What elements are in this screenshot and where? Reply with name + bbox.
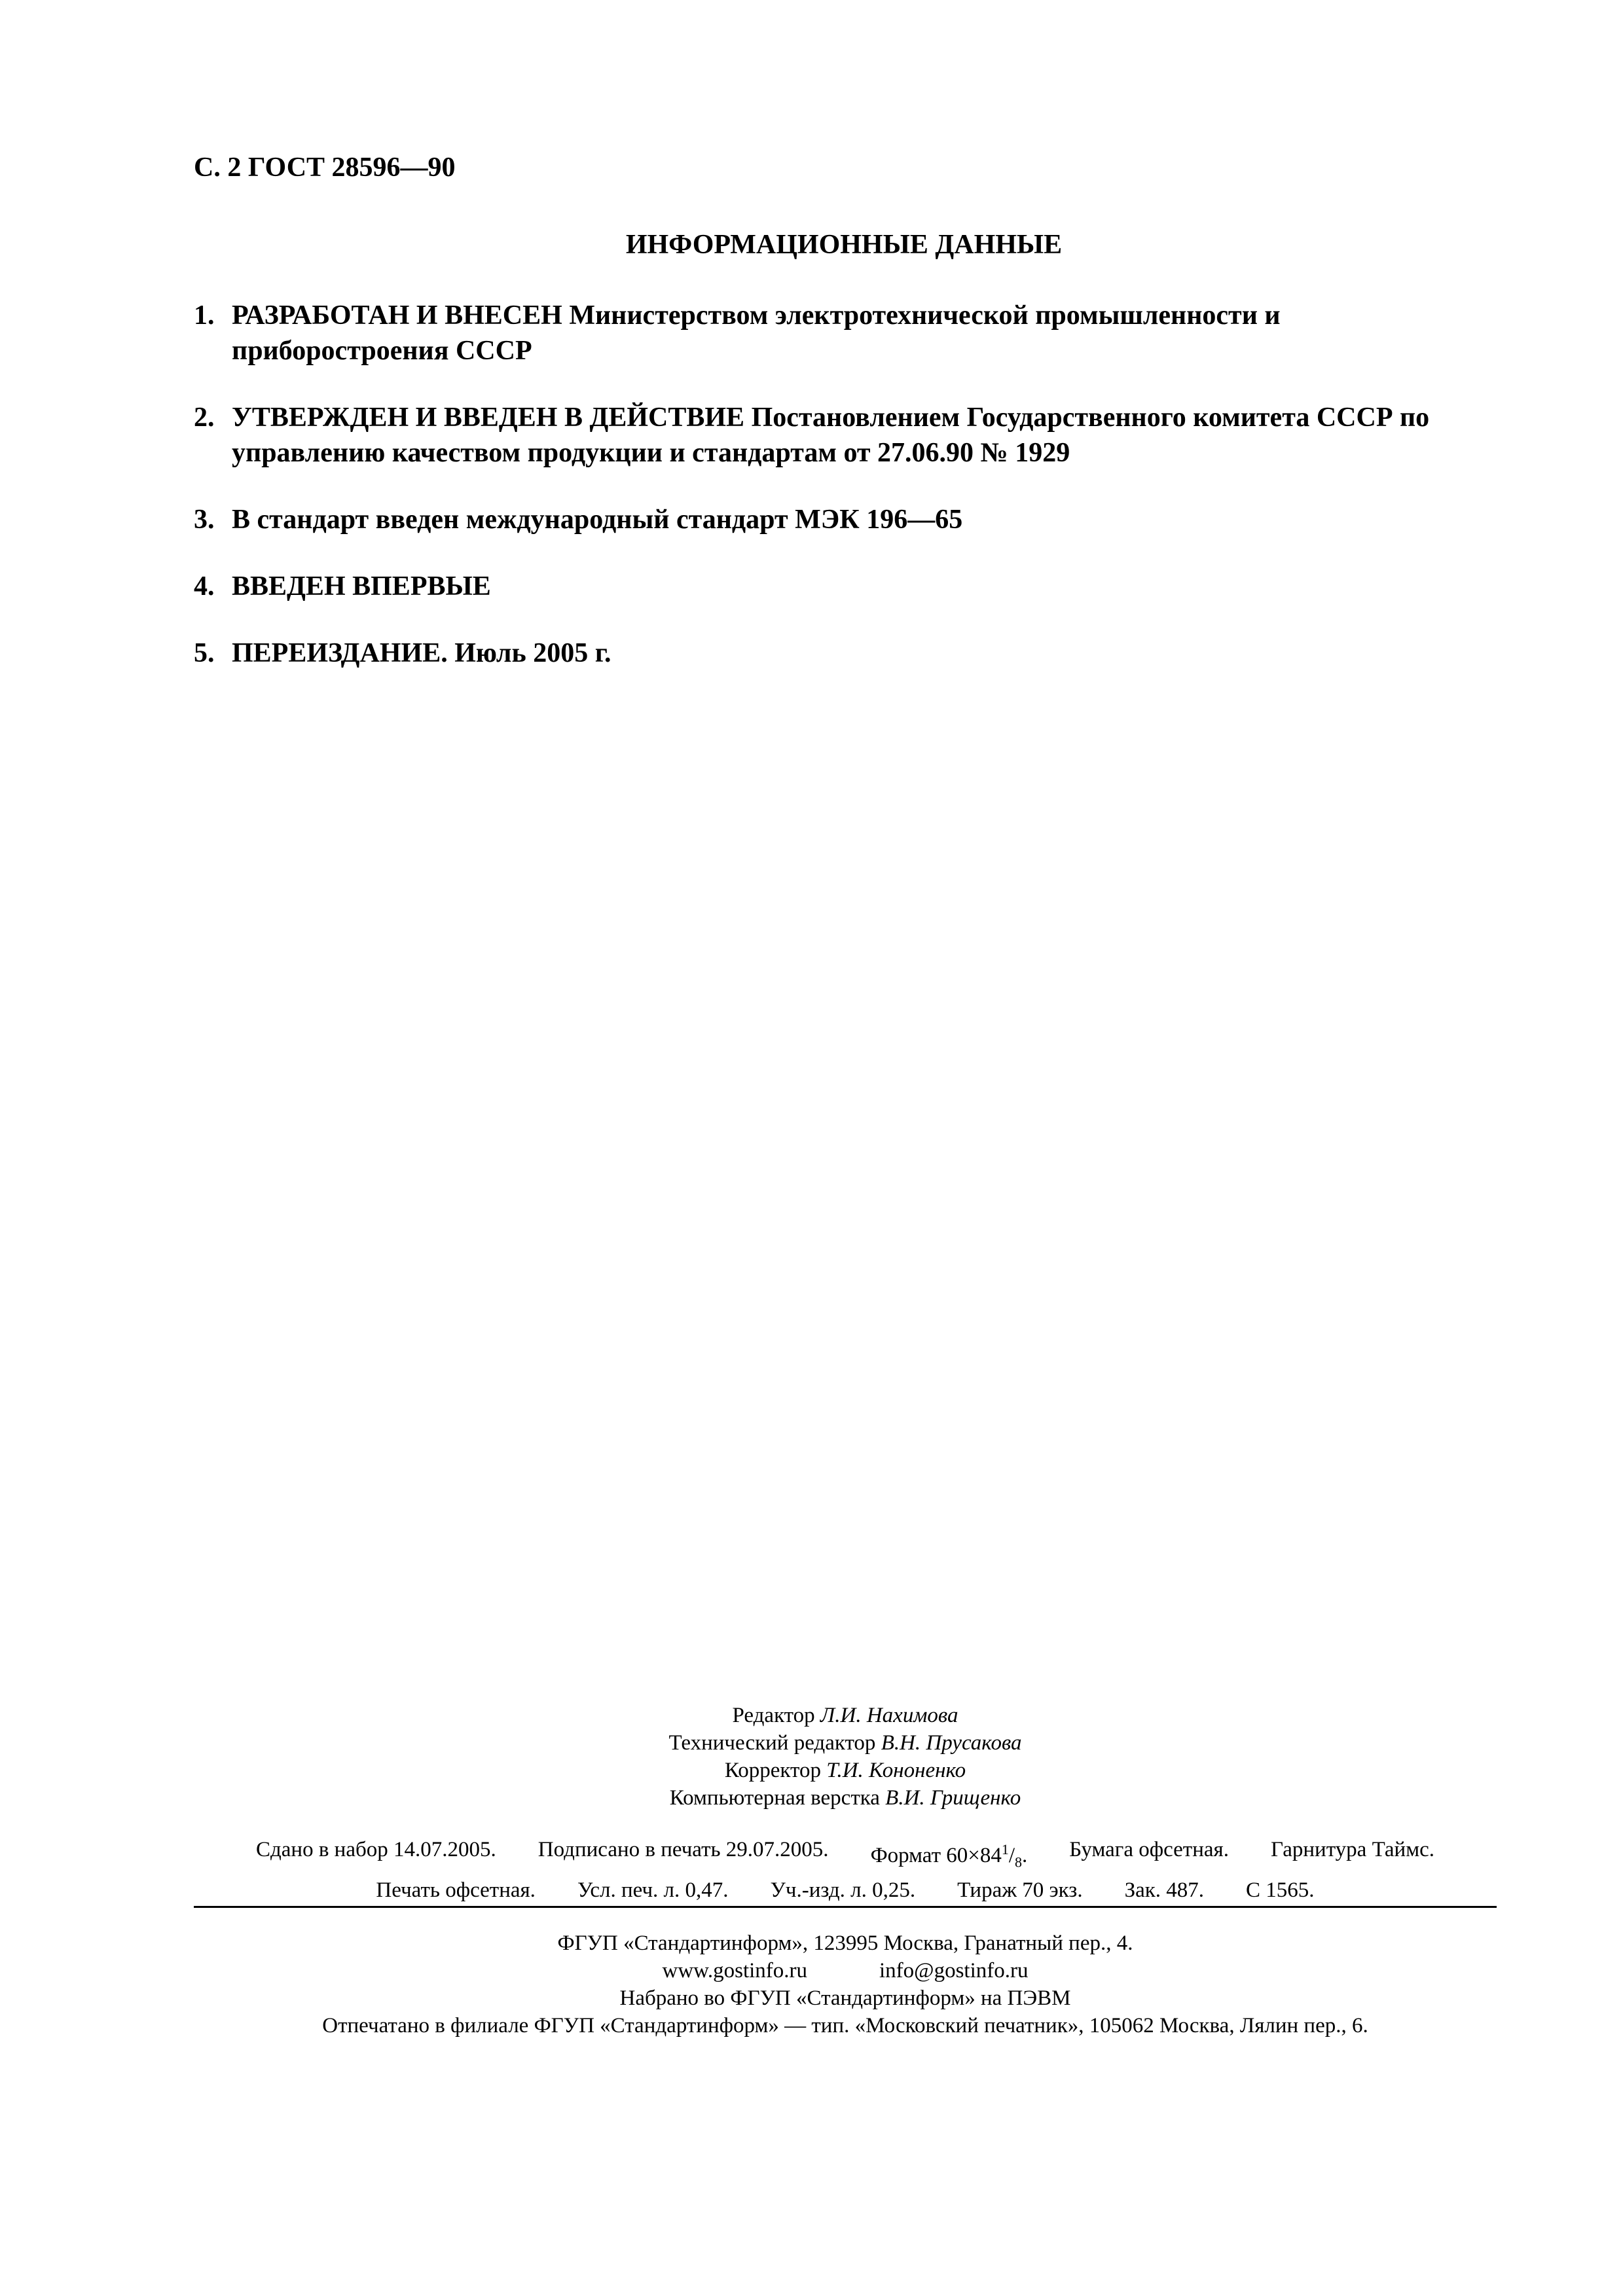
credits-block bbox=[194, 1702, 1497, 1812]
page-header: С. 2 ГОСТ 28596—90 bbox=[194, 152, 456, 183]
print-paper: Бумага офсетная. bbox=[1069, 1838, 1229, 1861]
print-format-suffix: . bbox=[1022, 1844, 1028, 1867]
publisher-typeset-note: Набрано во ФГУП «Стандартинформ» на ПЭВМ bbox=[619, 1986, 1071, 2010]
info-item-number: 3. bbox=[194, 505, 215, 535]
info-item-1 bbox=[194, 298, 1497, 368]
credit-name: В.Н. Прусакова bbox=[881, 1731, 1022, 1755]
print-typeset-date: Сдано в набор 14.07.2005. bbox=[255, 1838, 496, 1861]
info-item-text: Министерством электротехнической промышленности и приборостроения СССР bbox=[232, 300, 1281, 366]
info-item-number: 5. bbox=[194, 638, 215, 668]
info-item-body bbox=[232, 298, 1497, 368]
info-item-4 bbox=[194, 569, 1497, 604]
info-item-3 bbox=[194, 502, 1497, 537]
print-code: С 1565. bbox=[1246, 1878, 1315, 1902]
print-format: Формат $60\times 84^1/_8$. bbox=[870, 1841, 1028, 1871]
print-signed-date: Подписано в печать 29.07.2005. bbox=[538, 1838, 829, 1861]
print-usl-sheets: Усл. печ. л. 0,47. bbox=[577, 1878, 729, 1902]
info-item-lead: УТВЕРЖДЕН И ВВЕДЕН В ДЕЙСТВИЕ bbox=[232, 403, 745, 433]
info-list bbox=[194, 298, 1497, 702]
print-info-row-1 bbox=[194, 1836, 1497, 1876]
publisher-email: info@gostinfo.ru bbox=[879, 1959, 1029, 1982]
section-title: ИНФОРМАЦИОННЫЕ ДАННЫЕ bbox=[625, 230, 1063, 260]
print-info-row-2 bbox=[194, 1876, 1497, 1904]
info-item-text: В стандарт введен международный стандарт МЭК 196—65 bbox=[232, 505, 963, 535]
credit-tech-editor bbox=[194, 1729, 1497, 1757]
info-item-lead: ВВЕДЕН ВПЕРВЫЕ bbox=[232, 571, 491, 601]
publisher-printed-note: Отпечатано в филиале ФГУП «Стандартинформ» — тип. «Московский печатник», 105062 Москва, Лялин пер., 6. bbox=[322, 2014, 1368, 2037]
info-item-body bbox=[232, 636, 1497, 671]
credit-layout bbox=[194, 1784, 1497, 1812]
publisher-address: ФГУП «Стандартинформ», 123995 Москва, Гранатный пер., 4. bbox=[557, 1931, 1133, 1955]
credit-name: В.И. Грищенко bbox=[885, 1786, 1021, 1810]
info-item-body bbox=[232, 569, 1497, 604]
info-item-body bbox=[232, 400, 1497, 471]
info-item-number: 4. bbox=[194, 571, 215, 601]
footer-divider bbox=[194, 1906, 1497, 1908]
print-uch-sheets: Уч.-изд. л. 0,25. bbox=[770, 1878, 916, 1902]
print-order: Зак. 487. bbox=[1124, 1878, 1205, 1902]
credit-name: Л.И. Нахимова bbox=[820, 1704, 958, 1727]
credit-name: Т.И. Кононенко bbox=[826, 1759, 966, 1782]
print-format-sup: 1 bbox=[1001, 1841, 1009, 1857]
print-tirazh: Тираж 70 экз. bbox=[957, 1878, 1083, 1902]
credit-role: Корректор bbox=[724, 1759, 821, 1782]
info-item-lead: РАЗРАБОТАН И ВНЕСЕН bbox=[232, 300, 562, 331]
info-item-text: Июль 2005 г. bbox=[447, 638, 611, 668]
credit-role: Редактор bbox=[732, 1704, 815, 1727]
print-method: Печать офсетная. bbox=[376, 1878, 536, 1902]
info-item-body bbox=[232, 502, 1497, 537]
info-item-number: 2. bbox=[194, 403, 215, 433]
print-font: Гарнитура Таймс. bbox=[1270, 1838, 1434, 1861]
credit-proofreader bbox=[194, 1757, 1497, 1784]
publisher-contacts bbox=[194, 1957, 1497, 1984]
info-item-2 bbox=[194, 400, 1497, 471]
info-item-lead: ПЕРЕИЗДАНИЕ. bbox=[232, 638, 448, 668]
info-item-5 bbox=[194, 636, 1497, 671]
print-format-sub: 8 bbox=[1015, 1854, 1023, 1871]
credit-editor bbox=[194, 1702, 1497, 1729]
credit-role: Компьютерная верстка bbox=[669, 1786, 880, 1810]
publisher-website: www.gostinfo.ru bbox=[662, 1959, 808, 1982]
print-format-prefix: Формат 60×84 bbox=[870, 1844, 1002, 1867]
info-item-text: Постановлением Государственного комитета СССР по управлению качеством продукции и стандартам от 27.06.90 № 1929 bbox=[232, 403, 1430, 468]
info-item-number: 1. bbox=[194, 300, 215, 331]
print-info-block bbox=[194, 1836, 1497, 1904]
credit-role: Технический редактор bbox=[668, 1731, 876, 1755]
publisher-block bbox=[194, 1929, 1497, 2039]
